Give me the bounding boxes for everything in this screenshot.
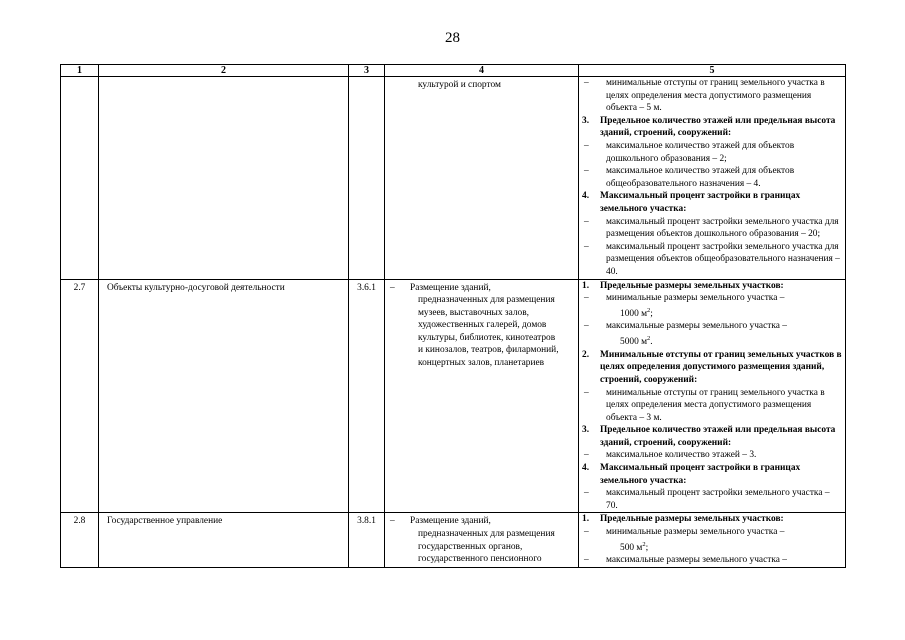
- parameter-heading: [582, 115, 842, 140]
- item-number: 3.: [582, 115, 590, 126]
- parameter-text: минимальные размеры земельного участка –: [606, 293, 785, 304]
- parameter-heading: [582, 349, 842, 387]
- parameter-text: Предельные размеры земельных участков:: [600, 514, 784, 525]
- description-text: Размещение зданий,: [410, 516, 491, 527]
- area-punctuation: ;: [650, 308, 653, 319]
- area-number: 5000 м: [620, 337, 648, 348]
- dash-marker: –: [584, 216, 589, 227]
- parameter-text: максимальные размеры земельного участка –: [606, 555, 787, 566]
- land-use-code: 3.6.1: [349, 279, 385, 513]
- parameter-text: Предельное количество этажей или предельная высота зданий, строений, сооружений:: [600, 115, 836, 139]
- land-use-code: [349, 77, 385, 280]
- dash-marker: –: [584, 321, 589, 332]
- parameter-text-block: [602, 526, 842, 554]
- parameter-text: Максимальный процент застройки в границах земельного участка:: [600, 191, 801, 214]
- area-unit-exponent: 2: [642, 540, 646, 548]
- area-punctuation: .: [650, 337, 653, 348]
- header-cell: 5: [579, 65, 846, 77]
- dash-marker: –: [584, 450, 589, 461]
- parameter-item: [582, 526, 842, 554]
- parameter-text-block: [600, 115, 842, 140]
- parameter-item: [582, 449, 842, 462]
- item-number: 4.: [582, 463, 590, 474]
- item-number: 4.: [582, 191, 590, 202]
- item-number: 3.: [582, 425, 590, 436]
- parameter-heading: [582, 424, 842, 449]
- description-line: [388, 515, 575, 528]
- land-use-description: [385, 279, 579, 513]
- description-text: предназначенных для размещения: [418, 295, 555, 306]
- parameter-text: максимальное количество этажей для объектов общеобразовательного назначения – 4.: [606, 166, 795, 189]
- parameter-text: максимальное количество этажей для объектов дошкольного образования – 2;: [606, 140, 795, 164]
- parameter-text: максимальный процент застройки земельного участка для размещения объектов общеобразовательного назначения – 40.: [606, 241, 840, 277]
- description-text: государственных органов,: [418, 541, 523, 552]
- description-text: и кинозалов, театров, филармоний,: [418, 345, 559, 356]
- header-cell: 4: [385, 65, 579, 77]
- parameter-text-block: [600, 190, 842, 215]
- table-row: [61, 279, 846, 513]
- parameter-item: [582, 216, 842, 241]
- parameter-text-block: [602, 140, 842, 165]
- description-text: художественных галерей, домов: [418, 320, 547, 331]
- parameter-heading: [582, 462, 842, 487]
- dash-marker: –: [584, 555, 589, 566]
- parameter-text: Минимальные отступы от границ земельных участков в целях определения допустимого размещения зданий, строений, сооружений:: [600, 349, 842, 385]
- item-number: 1.: [582, 514, 590, 525]
- parameter-text: Максимальный процент застройки в границах земельного участка:: [600, 463, 801, 486]
- parameter-text-block: [602, 320, 842, 348]
- description-line: [388, 282, 575, 295]
- item-number: 1.: [582, 280, 590, 291]
- parameter-item: [582, 320, 842, 348]
- area-value: [606, 333, 842, 349]
- regulation-parameters: [579, 279, 846, 513]
- parameter-text: Предельные размеры земельных участков:: [600, 280, 784, 291]
- parameter-text: минимальные размеры земельного участка –: [606, 527, 785, 538]
- page-number: 28: [445, 30, 460, 46]
- land-use-name: [99, 77, 349, 280]
- parameter-text-block: [602, 487, 842, 512]
- parameter-text: Предельное количество этажей или предельная высота зданий, строений, сооружений:: [600, 425, 836, 448]
- table-row: [61, 77, 846, 280]
- parameter-text: максимальные размеры земельного участка –: [606, 321, 787, 332]
- parameter-text-block: [602, 292, 842, 320]
- regulation-parameters: [579, 77, 846, 280]
- area-value: [606, 305, 842, 321]
- parameter-heading: [582, 513, 842, 526]
- dash-marker: –: [584, 387, 589, 398]
- land-use-name: Объекты культурно-досуговой деятельности: [99, 279, 349, 513]
- parameter-item: [582, 241, 842, 279]
- parameter-item: [582, 165, 842, 190]
- header-cell: 2: [99, 65, 349, 77]
- parameter-text-block: [600, 513, 842, 526]
- land-use-description: [385, 77, 579, 280]
- parameter-text-block: [602, 241, 842, 279]
- parameter-text-block: [600, 349, 842, 387]
- description-text: концертных залов, планетариев: [418, 358, 545, 369]
- parameter-text-block: [602, 554, 842, 567]
- parameter-text-block: [602, 165, 842, 190]
- table-row: [61, 513, 846, 568]
- dash-marker: –: [584, 166, 589, 177]
- description-text: Размещение зданий,: [410, 282, 491, 293]
- area-unit-exponent: 2: [647, 306, 651, 314]
- parameter-text-block: [600, 462, 842, 487]
- parameter-text-block: [602, 216, 842, 241]
- dash-marker: –: [584, 78, 589, 88]
- table-header-row: [61, 65, 846, 77]
- dash-marker: –: [584, 140, 589, 151]
- parameter-text-block: [602, 449, 842, 462]
- land-use-name: Государственное управление: [99, 513, 349, 568]
- parameter-item: [582, 140, 842, 165]
- parameter-text-block: [600, 280, 842, 293]
- parameter-text: максимальный процент застройки земельного участка для размещения объектов дошкольного образования – 20;: [606, 216, 839, 240]
- parameter-item: [582, 554, 842, 567]
- land-use-code: 3.8.1: [349, 513, 385, 568]
- parameter-text: минимальные отступы от границ земельного участка в целях определения места допустимого размещения объекта – 3 м.: [606, 387, 825, 423]
- parameter-heading: [582, 280, 842, 293]
- description-text: предназначенных для размещения: [418, 529, 555, 540]
- header-cell: 3: [349, 65, 385, 77]
- parameter-item: [582, 292, 842, 320]
- dash-marker: –: [584, 527, 589, 538]
- area-number: 1000 м: [620, 308, 648, 319]
- parameter-text-block: [600, 424, 842, 449]
- parameter-text: максимальный процент застройки земельного участка – 70.: [606, 488, 830, 511]
- parameter-item: [582, 77, 842, 115]
- regulations-table: [60, 64, 846, 568]
- dash-marker: –: [390, 282, 395, 293]
- header-cell: 1: [61, 65, 99, 77]
- dash-marker: –: [584, 241, 589, 252]
- area-unit-exponent: 2: [647, 335, 651, 342]
- parameter-text-block: [602, 387, 842, 425]
- area-number: 500 м: [620, 542, 643, 553]
- description-text: культуры, библиотек, кинотеатров: [418, 332, 556, 343]
- row-number: 2.7: [61, 279, 99, 513]
- parameter-item: [582, 387, 842, 425]
- parameter-text-block: [602, 77, 842, 115]
- area-punctuation: ;: [645, 542, 649, 553]
- row-number: [61, 77, 99, 280]
- regulation-parameters: [579, 513, 846, 568]
- parameter-text: максимальное количество этажей – 3.: [606, 450, 757, 461]
- description-text: культурой и спортом: [418, 80, 501, 90]
- land-use-description: [385, 513, 579, 568]
- dash-marker: –: [390, 516, 395, 527]
- item-number: 2.: [582, 349, 590, 360]
- dash-marker: –: [584, 488, 589, 499]
- area-value: [606, 539, 842, 555]
- description-text: государственного пенсионного: [418, 554, 542, 565]
- parameter-heading: [582, 190, 842, 215]
- dash-marker: –: [584, 293, 589, 304]
- parameter-item: [582, 487, 842, 512]
- parameter-text: минимальные отступы от границ земельного участка в целях определения места допустимого размещения объекта – 5 м.: [606, 78, 825, 114]
- row-number: 2.8: [61, 513, 99, 568]
- description-text: музеев, выставочных залов,: [418, 307, 529, 318]
